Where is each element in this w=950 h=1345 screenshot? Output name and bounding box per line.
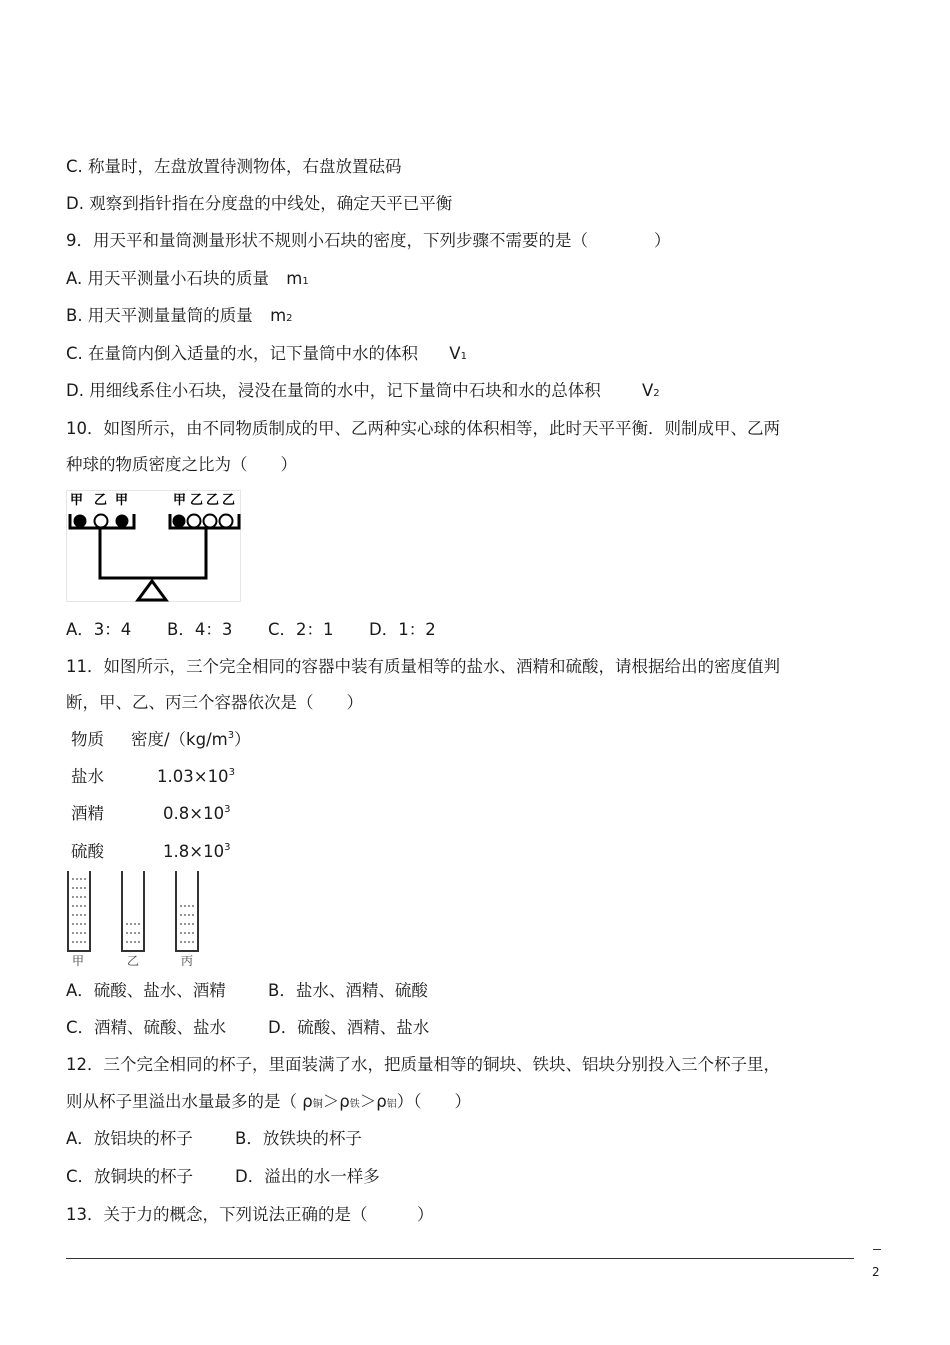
table-density-exp: 3: [228, 767, 235, 778]
q10-options: [66, 620, 436, 640]
q9-option-a-text: A. 用天平测量小石块的质量: [66, 269, 275, 288]
q9-option-a: [66, 269, 309, 292]
fig10-label-left-3: 甲: [115, 493, 129, 508]
q12-options-row1: [66, 1129, 362, 1149]
q12-sub-iron: 铁: [349, 1099, 360, 1110]
fig10-label-left-2: 乙: [94, 493, 108, 508]
q12-sub-copper: 铜: [312, 1099, 323, 1110]
line-c-prev: C. 称量时，左盘放置待测物体，右盘放置砝码: [66, 157, 402, 176]
q9-option-c-text: C. 在量筒内倒入适量的水，记下量筒中水的体积: [66, 344, 424, 363]
container-jia: [68, 871, 90, 951]
table-header-density-close: ）: [234, 730, 251, 749]
q11-option-d: D．硫酸、酒精、盐水: [268, 1018, 430, 1037]
fig10-label-right-1: 甲: [173, 493, 187, 508]
ball-yi: [204, 515, 217, 528]
q11-option-b: B．盐水、酒精、硫酸: [268, 981, 428, 1000]
q11-option-a: A．硫酸、盐水、酒精: [66, 981, 226, 1000]
question-12-line1: 12．三个完全相同的杯子，里面装满了水，把质量相等的铜块、铁块、铝块分别投入三个杯子里，: [66, 1055, 780, 1074]
fig10-label-right-2: 乙: [190, 493, 204, 508]
q9-option-b: [66, 306, 293, 329]
q9-option-c: [66, 344, 467, 367]
q12-sub-aluminum: 铝: [386, 1099, 397, 1110]
container-label-jia: 甲: [72, 954, 85, 968]
q12-option-a: A．放铝块的杯子: [66, 1129, 193, 1148]
table-substance: 硫酸: [71, 842, 104, 861]
density-table-row: [71, 804, 230, 827]
q12-prefix: 则从杯子里溢出水量最多的是（ ρ: [66, 1092, 313, 1111]
page-number: 2: [872, 1265, 880, 1279]
q11-options-row1: [66, 981, 428, 1001]
balance-figure: [66, 490, 242, 602]
ball-jia: [116, 515, 129, 528]
fig10-label-right-3: 乙: [206, 493, 220, 508]
table-header-substance: 物质: [71, 730, 104, 749]
fig10-label-right-4: 乙: [222, 493, 236, 508]
ball-yi: [188, 515, 201, 528]
line-d-prev: D. 观察到指针指在分度盘的中线处，确定天平已平衡: [66, 194, 453, 213]
container-yi: [122, 871, 144, 951]
q12-suffix: ）（ ）: [396, 1092, 471, 1111]
table-header-density-sup: 3: [227, 730, 235, 741]
container-bing: [176, 871, 198, 951]
container-label-bing: 丙: [181, 954, 194, 968]
q9-option-b-sub: 2: [286, 313, 293, 324]
table-density-value: 0.8×10: [163, 804, 225, 823]
page-number-dash: [873, 1249, 881, 1250]
q11-options-row2: [66, 1018, 429, 1038]
table-substance: 盐水: [71, 767, 104, 786]
q9-option-d-text: D. 用细线系住小石块，浸没在量筒的水中，记下量筒中石块和水的总体积: [66, 381, 606, 400]
table-density-value: 1.03×10: [157, 767, 229, 786]
q9-option-b-text: B. 用天平测量量筒的质量: [66, 306, 259, 325]
q10-option-d: D．1：2: [369, 620, 436, 639]
q12-option-c: C．放铜块的杯子: [66, 1167, 194, 1186]
q10-option-c: C．2：1: [268, 620, 334, 639]
ball-yi: [95, 515, 108, 528]
q9-option-a-sub: 1: [302, 276, 309, 287]
question-12-line2: [66, 1092, 471, 1115]
q12-option-d: D．溢出的水一样多: [235, 1167, 380, 1186]
density-table-row: [71, 767, 235, 790]
table-density-value: 1.8×10: [163, 842, 225, 861]
question-11-line2: 断，甲、乙、丙三个容器依次是（ ）: [66, 693, 363, 712]
q9-option-c-sub: 1: [460, 351, 467, 362]
table-density-exp: 3: [224, 804, 231, 815]
q12-options-row2: [66, 1167, 380, 1187]
table-density-exp: 3: [224, 842, 231, 853]
fig10-label-left-1: 甲: [70, 493, 84, 508]
question-11-line1: 11．如图所示，三个完全相同的容器中装有质量相等的盐水、酒精和硫酸，请根据给出的密度值判: [66, 657, 780, 676]
q9-option-c-var: V: [449, 344, 461, 363]
question-9: 9．用天平和量筒测量形状不规则小石块的密度，下列步骤不需要的是（ ）: [66, 231, 671, 250]
table-substance: 酒精: [71, 804, 104, 823]
q12-gt-1: ＞ρ: [322, 1092, 350, 1111]
density-table-header: [71, 730, 251, 753]
table-header-density: 密度/（kg/m: [131, 730, 228, 749]
q12-gt-2: ＞ρ: [359, 1092, 387, 1111]
ball-yi: [220, 515, 233, 528]
q9-option-d-sub: 2: [653, 388, 660, 399]
q10-option-a: A．3：4: [66, 620, 132, 639]
q9-option-d: [66, 381, 660, 404]
containers-figure: [66, 869, 202, 969]
ball-jia: [74, 515, 87, 528]
density-table-row: [71, 842, 230, 865]
question-13: 13．关于力的概念，下列说法正确的是（ ）: [66, 1205, 434, 1224]
footer-divider: [66, 1258, 854, 1259]
container-label-yi: 乙: [127, 954, 140, 968]
q9-option-d-var: V: [641, 381, 654, 400]
q11-option-c: C．酒精、硫酸、盐水: [66, 1018, 227, 1037]
q9-option-a-var: m: [286, 269, 303, 288]
q9-option-b-var: m: [270, 306, 287, 325]
question-10-line2: 种球的物质密度之比为（ ）: [66, 455, 297, 474]
q10-option-b: B．4：3: [167, 620, 233, 639]
ball-jia: [173, 515, 186, 528]
q12-option-b: B．放铁块的杯子: [235, 1129, 362, 1148]
question-10-line1: 10．如图所示，由不同物质制成的甲、乙两种实心球的体积相等，此时天平平衡．则制成甲、乙两: [66, 419, 780, 438]
